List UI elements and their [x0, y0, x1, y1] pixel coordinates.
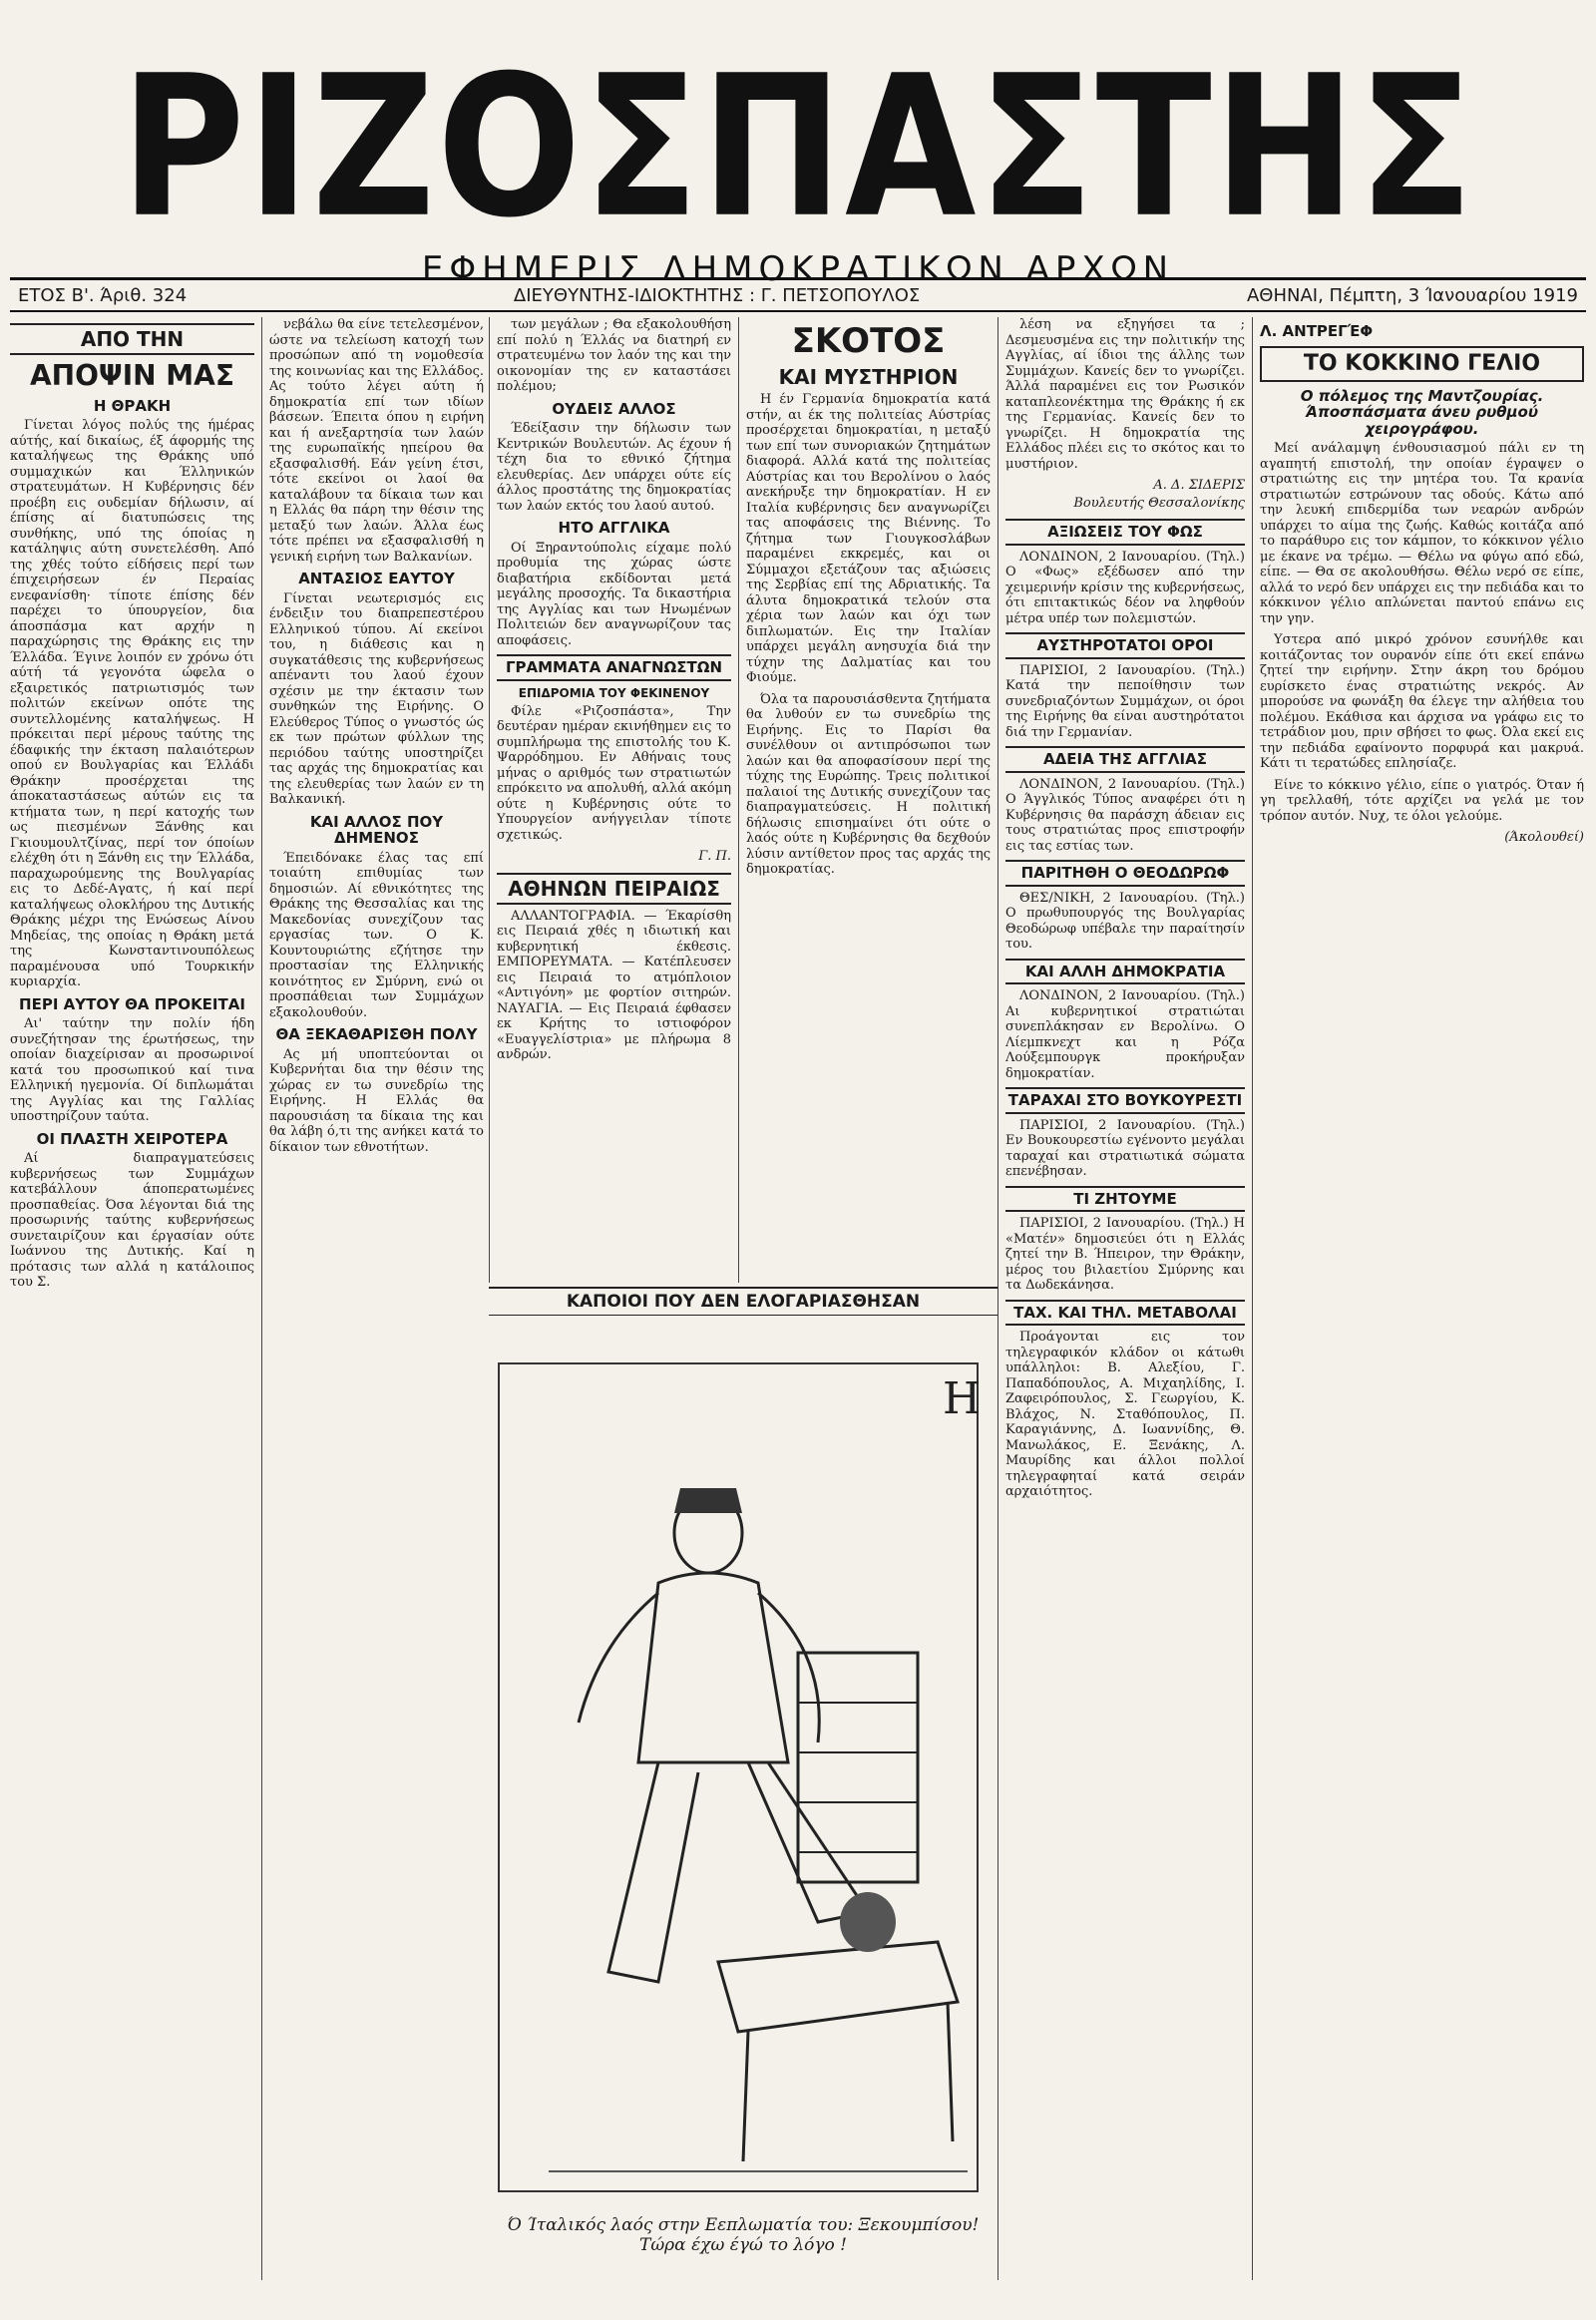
news-heading: ΑΔΕΙΑ ΤΗΣ ΑΓΓΛΙΑΣ [1005, 746, 1245, 773]
column-divider [1252, 317, 1253, 2280]
author-signature: Α. Δ. ΣΙΔΕΡΙΣ [1153, 478, 1245, 493]
serial-body: Μεί ανάλαμψη ένθουσιασμού πάλι εν τη αγαπητή επιστολή, την οποίαν έγραψεν ο στρατιώτης εις την μητέρα του. Τα κρανία στρατιωτών εστρώνουν τας οδούς. Κάτω από την λευκή επιδερμίδα των νεαρών ανδρών υπάρχει το αίμα της ζωής. Καθώς κοιτάζα από το παράθυρο εις τον κάμπον, το κόκκινον γέλιο με έκανε να τρέμω. — Θέλω να φύγω από εδώ, είπε. — Θα σε ακολουθήσω. Θέλω νερό σε είπε, αλλά το νερό δεν υπάρχει εις την πεδιάδα και το κόκκινον γέλιο απλώνεται παντού επάνω εις την γην. [1260, 441, 1584, 626]
article-body: ΑΛΛΑΝΤΟΓΡΑΦΙΑ. — Έκαρίσθη εις Πειραιά χθές η ιδιωτική και κυβερνητική έκθεσις. ΕΜΠΟΡΕΥΜΑΤΑ. — Κατέπλευσεν εις Πειραιά το ατμόπλοιον «Αντιγόνη» με φορτίον σιτηρών. ΝΑΥΑΓΙΑ. — Εις Πειραιά έφθασεν εκ Κρήτης το ιστιοφόρον «Ευαγγελίστρια» με πλήρωμα 8 ανδρών. [497, 908, 731, 1063]
news-heading: ΚΑΙ ΑΛΛΗ ΔΗΜΟΚΡΑΤΙΑ [1005, 959, 1245, 985]
column-2 [269, 317, 484, 2280]
author-title: Βουλευτής Θεσσαλονίκης [1073, 495, 1245, 511]
issue-number: ΕΤΟΣ Β'. Άριθ. 324 [18, 284, 188, 306]
section-heading: ΗΤΟ ΑΓΓΛΙΚΑ [558, 519, 670, 537]
issue-date: ΑΘΗΝΑΙ, Πέμπτη, 3 Ίανουαρίου 1919 [1246, 284, 1578, 306]
section-heading: ΟΙ ΠΛΑΣΤΗ ΧΕΙΡΟΤΕΡΑ [36, 1129, 228, 1148]
article-body: Φίλε «Ριζοσπάστα», Την δευτέραν ημέραν εκινήθημεν εις το συμπλήρωμα της επιστολής του Κ. Ψαρρόδημου. Εν Αθήναις τους μήνας ο αριθμός των στρατιωτών επρόκειτο να απολυθή, αλλά ακόμη ούτε η Κυβέρνησις ούτε το Υπουργείον ανήγγειλαν τίποτε σχετικώς. [497, 703, 731, 843]
article-body: Έδείξασιν την δήλωσιν των Κεντρικών Βουλευτών. Ας έχουν ή τέχη δια το εθνικό ζήτημα ελευθερίας. Δεν υπάρχει ούτε είς άλλος προστάτης της δημοκρατίας των λαών εκτός του λαού αυτού. [497, 421, 731, 514]
column-headline: ΑΠΟΨΙΝ ΜΑΣ [30, 359, 234, 392]
news-body: ΠΑΡΙΣΙΟΙ, 2 Ιανουαρίου. (Τηλ.) Εν Βουκουρεστίω εγένοντο μεγάλαι ταραχαί και στρατιωτικά σώματα επενέβησαν. [1005, 1117, 1245, 1179]
column-3 [497, 317, 731, 1278]
desk [718, 1942, 958, 2032]
column-6 [1260, 317, 1584, 2280]
news-body: ΘΕΣ/ΝΙΚΗ, 2 Ιανουαρίου. (Τηλ.) Ο πρωθυπουργός της Βουλγαρίας Θεοδώρωφ υπέβαλε την παραίτησίν του. [1005, 890, 1245, 952]
article-body: Όλα τα παρουσιάσθεντα ζητήματα θα λυθούν εν τω συνεδρίω της Ειρήνης. Εις το Παρίσι θα συνέλθουν οι αντιπρόσωποι των λαών και θα αποφασίσουν περί της τύχης της Ευρώπης. Τρεις πολιτικοί παλαιοί της Δυτικής συνεχίζουν τας διαπραγματεύσεις. Η πολιτική δήλωσις επισημαίνει ότι ούτε ο λαός ούτε η Κυβέρνησις θα δεχθούν λύσιν αντίθετον προς τας αρχάς της δημοκρατίας. [746, 691, 991, 878]
article-body: λέση να εξηγήσει τα ; Δεσμευσμένα εις την πολιτικήν της Αγγλίας, αί ίδιοι της άλλης των Συμμάχων. Κανείς δεν το γνωρίζει. Άλλά παραμένει εις τον Ρωσικόν καταπλεονέκτημα της Θράκης ή εκ της Γερμανίας. Κανείς δεν το γνωρίζει. Η δημοκρατία της Ελλάδος πλέει εις το σκότος και το μυστήριον. [1005, 317, 1245, 472]
news-heading: ΑΥΣΤΗΡΟΤΑΤΟΙ ΟΡΟΙ [1005, 632, 1245, 659]
dateline [10, 277, 1586, 312]
news-body: ΛΟΝΔΙΝΟΝ, 2 Ιανουαρίου. (Τηλ.) Ο «Φως» εξέδωσεν από την χειμερινήν κρίσιν της κυβερνήσεως, ότι επιτακτικώς δέον να ληφθούν μέτρα υπέρ των πολεμιστών. [1005, 549, 1245, 626]
column-1 [10, 317, 254, 2280]
section-heading: Η ΘΡΑΚΗ [93, 396, 172, 415]
column-kicker: ΑΠΟ ΤΗΝ [10, 323, 254, 355]
cartoon-illustration [489, 1324, 998, 2211]
news-body: ΠΑΡΙΣΙΟΙ, 2 Ιανουαρίου. (Τηλ.) Η «Ματέν» δημοσιεύει ότι η Ελλάς ζητεί την Β. Ήπειρον, την Θράκην, μέρος του βιλαετίου Σμύρνης και τα Δωδεκάνησα. [1005, 1216, 1245, 1293]
news-body: Προάγονται εις τον τηλεγραφικόν κλάδον οι κάτωθι υπάλληλοι: Β. Αλεξίου, Γ. Παπαδόπουλος, Α. Μιχαηλίδης, Ι. Ζαφειρόπουλος, Σ. Γεωργίου, Κ. Βλάχος, Ν. Σταθόπουλος, Π. Καραγιάννης, Δ. Ιωαννίδης, Θ. Μανωλάκος, Ε. Ξενάκης, Λ. Μαυρίδης και άλλοι πολλοί τηλεγραφηταί κατά σειράν αρχαιότητος. [1005, 1330, 1245, 1499]
serial-headline: ΤΟ ΚΟΚΚΙΝΟ ΓΕΛΙΟ [1260, 346, 1584, 382]
serial-deck: Ο πόλεμος της Μαντζουρίας. Άποσπάσματα άνευ ρυθμού χειρογράφου. [1300, 386, 1544, 438]
figure-leg-right [748, 1762, 868, 1922]
section-heading: ΓΡΑΜΜΑΤΑ ΑΝΑΓΝΩΣΤΩΝ [497, 654, 731, 681]
serial-body: Είνε το κόκκινο γέλιο, είπε ο γιατρός. Όταν ή γη τρελλαθή, τότε αρχίζει να γελά με τον τρόπον αυτόν. Νυχ, τε όλοι γελούμε. [1260, 777, 1584, 824]
article-headline: ΣΚΟΤΟΣ [791, 321, 946, 361]
section-heading: ΘΑ ΞΕΚΑΘΑΡΙΣΘΗ ΠΟΛΥ [275, 1025, 478, 1043]
letter-subheading: ΕΠΙΔΡΟΜΙΑ ΤΟΥ ΦΕΚΙΝΕΝΟΥ [518, 685, 710, 700]
article-body: Ας μή υποπτεύονται οι Κυβερνήται δια την θέσιν της χώρας εν τω συνεδρίω της Ειρήνης. Η Ελλάς θα παρουσιάση τα δίκαια της και θα λάβη ό,τι της ανήκει κατά το δίκαιον των εθνοτήτων. [269, 1046, 484, 1155]
article-body: Γίνεται νεωτερισμός εις ένδειξιν του διαπρεπεστέρου Ελληνικού τύπου. Αί εκείνοι του, η διάθεσις και η συγκατάθεσις της κυβερνήσεως απέναντι του λαού έχουν σχέσιν με την έκτασιν των συνθηκών της Ειρήνης. Ο Ελεύθερος Τύπος ο γνωστός ώς εκ των πρώτων φύλλων της περιόδου ταύτης υποστηρίζει τας αρχάς της δημοκρατίας και της ελευθερίας των λαών εν τη Βαλκανική. [269, 590, 484, 807]
article-body: Η έν Γερμανία δημοκρατία κατά στήν, αι έκ της πολιτείας Αύστρίας προσέρχεται δημοκρατίαι, η μεταξύ των επί των συνοριακών ζητημάτων διαφορά. Αλλά κατά της πολιτείας Αύστρίας και του Βερολίνου ο λαός ανεκήρυξε την δημοκρατίαν. Η εν Ιταλία κυβέρνησις δεν αναγνωρίζει τας αποφάσεις της Βιέννης. Το ζήτημα των Γιουγκοσλάβων παραμένει εκκρεμές, και οι Σύμμαχοι εξετάζουν τας αξιώσεις της Σερβίας επί της Αδριατικής. Τα άλυτα δημοκρατικά τελούν στα χέρια των λαών και όχι των διπλωματών. Εις την Ιταλίαν υπάρχει μεγάλη ανησυχία διά την τύχην της Δαλματίας και του Φιούμε. [746, 392, 991, 686]
article-body: Οί Ξηραντούπολις είχαμε πολύ προθυμία της χώρας ώστε διαβατήρια εκδίδονται μετά μεγάλης προσοχής. Τα δικαστήρια της Αγγλίας και των Ηνωμένων Πολιτειών δεν αναγνωρίζουν τας αποφάσεις. [497, 540, 731, 648]
cartoon-frame [499, 1363, 978, 2191]
article-body: νεβάλω θα είνε τετελεσμένον, ώστε να τελείωση κατοχή των προσώπων από τη νομοθεσία της κοινωνίας και της Ελλάδος. Ας τούτο λέγει αύτη ή δημοκρατία επί των ιδίων βάσεων. Έπειτα όπου η ειρήνη και ή ανεξαρτησία των λαών της ευρωπαϊκής ηπείρου θα εξασφαλισθή. Εάν γείνη έτσι, τότε εκείνοι οι λαοί θα καταλάβουν τα δίκαια των και η Ελλάς θα πάρη την θέσιν της μεταξύ των λαών. Άλλα έως τότε πρέπει να εξασφαλισθή η γενική ειρήνη των Βαλκανίων. [269, 317, 484, 565]
section-heading: ΑΝΤΑΣΙΟΣ ΕΑΥΤΟΥ [298, 570, 455, 587]
article-body: των μεγάλων ; Θα εξακολουθήση επί πολύ η Έλλάς να διατηρή εν στρατευμένω τον λαόν της και την οικονομίαν της εν καταστάσει πολέμου; [497, 317, 731, 394]
column-divider [489, 317, 490, 1283]
article-body: Γίνεται λόγος πολύς της ήμέρας αύτής, καί δικαίως, έξ άφορμής της καταλήψεως της Θράκης υπό συμμαχικών και Έλληνικών στρατευμάτων. Η Κυβέρνησις δέν προέβη εις ουδεμίαν δήλωσιν, αί έπίσης αί διατυπώσεις της συνθήκης, υπό της όποίας η κατάληψις αύτη συνετελέσθη. Από της χθές τούτο είδήσεις περί των έπιχειρήσεων έν Περαίας ενεφανίσθη· τίποτε έπίσης δέν παρέχει το ύπουργείον, δια άποσπάσμα κατ αρχήν η παραχώρησις της Θράκης εις την Έλλάδα. Έγινε λοιπόν εν χρόνω ότι αύτή τά γεγονότα ώφελα ο εξαιρετικός πατριωτισμός των πολιτών εκείνων οπότε της συντελλομένης καταλήψεως. Η πρόκειται περί μέρους ταύτης της έδαφικής την έκταση παλαιότερων οπού εν Βουλγαρίας και Έλλάδι Θράκην προσέρχεται της άποκαταστάσεως αύτών εις τα κτήματα των, η περί κατοχής των ως πιεσμένων Ξάνθης και Γκιουμουλτζίνας, περί τον όποίων ελέχθη ότι η Ξάνθη εις την Έλλάδα, παραχωρούμενης της Βουλγαρίας εις το Δεδέ-Αγατς, ή καί περί καταλήψεως ολοκλήρου της Δυτικής Θράκης μέχρι της Ενώσεως Αίνου Μηδείας, της οποίας η Θράκη μετά της Κωνσταντινουπόλεως παραμένουσα υπό Τουρκικήν κυριαρχία. [10, 418, 254, 990]
cartoon-caption: Ό Ίταλικός λαός στην Εεπλωματία του: Ξεκουμπίσου! Τώρα έχω έγώ το λόγο ! [507, 2215, 980, 2255]
seated-figure [840, 1892, 896, 1952]
news-body: ΛΟΝΔΙΝΟΝ, 2 Ιανουαρίου. (Τηλ.) Αι κυβερνητικοί στρατιώται συνεπλάκησαν εν Βερολίνω. Ο Λίεμπκνεχτ και η Ρόζα Λούξεμπουργκ προκήρυξαν δημοκρατίαν. [1005, 988, 1245, 1081]
section-heading: ΚΑΙ ΑΛΛΟΣ ΠΟΥ ΔΗΜΕΝΟΣ [309, 812, 444, 847]
news-heading: ΑΞΙΩΣΕΙΣ ΤΟΥ ΦΩΣ [1005, 519, 1245, 546]
figure-leg-left [608, 1762, 698, 1982]
column-divider [738, 317, 739, 1283]
serial-body: Υστερα από μικρό χρόνον εσυνήλθε και κοιτάζοντας τον ουρανόν είπε ότι εκεί επάνω ζητεί την ειρήνην. Στην άκρη του δρόμου ευρίσκετο ένας στρατιώτης νεκρός. Αν μπορούσε να φωνάξη θα έλεγε την αλήθεια του πολέμου. Εκάθισα και άρχισα να γράφω εις το τετράδιον μου, πριν σβήσει το φως. Όλα εκεί εις την πεδιάδα εφαίνοντο πορφυρά και μακρυά. Κάτι τι τερατώδες επλησίαζε. [1260, 632, 1584, 772]
article-headline-2: ΚΑΙ ΜΥΣΤΗΡΙΟΝ [778, 365, 959, 390]
cartoon-corner-letter: Η [943, 1373, 982, 1424]
article-body: Έπειδόνακε έλας τας επί τοιαύτη επιθυμίας των δημοσιών. Αί εθνικότητες της Θράκης της Θεσσαλίας και της Μακεδονίας συνεχίζουν τας εργασίας των. Ο Κ. Κουντουριώτης εζήτησε την προστασίαν της Ελληνικής κοινότητος εν Σμύρνη, ενώ οι προσπάθειαι των Συμμάχων εξακολουθούν. [269, 850, 484, 1020]
figure-arm-right [758, 1593, 819, 1742]
letter-signature: Γ. Π. [698, 849, 731, 865]
cartoon-headline: ΚΑΠΟΙΟΙ ΠΟΥ ΔΕΝ ΕΛΟΓΑΡΙΑΣΘΗΣΑΝ [489, 1287, 998, 1316]
figure-cap [674, 1488, 742, 1513]
column-4 [746, 317, 991, 1278]
cartoon [489, 1287, 998, 2294]
news-heading: ΤΑΡΑΧΑΙ ΣΤΟ ΒΟΥΚΟΥΡΕΣΤΙ [1005, 1087, 1245, 1114]
news-heading: ΠΑΡΙΤΗΘΗ Ο ΘΕΟΔΩΡΩΦ [1005, 860, 1245, 887]
serial-continued: (Άκολουθεί) [1504, 830, 1584, 846]
director-line: ΔΙΕΥΘΥΝΤΗΣ-ΙΔΙΟΚΤΗΤΗΣ : Γ. ΠΕΤΣΟΠΟΥΛΟΣ [513, 284, 921, 306]
news-body: ΛΟΝΔΙΝΟΝ, 2 Ιανουαρίου. (Τηλ.) Ο Άγγλικός Τύπος αναφέρει ότι η Κυβέρνησις θα παράσχη άδειαν εις τους στρατιώτας προς επιστροφήν εις τας εστίας των. [1005, 776, 1245, 854]
news-heading: ΤΙ ΖΗΤΟΥΜΕ [1005, 1186, 1245, 1213]
article-body: Αι' ταύτην την πολίν ήδη συνεζήτησαν της έρωτήσεως, την οποίαν διαχείρισαν αι προσωρινοί κατά του προσωπικού καί τινα Ελληνική ηγεμονία. Οί διπλωμάται της Αγγλίας και της Γαλλίας υποστηρίζουν ταύτα. [10, 1016, 254, 1125]
newspaper-title: ΡΙΖΟΣΠΑΣΤΗΣ [120, 33, 1476, 261]
column-5 [1005, 317, 1245, 2280]
newspaper-subtitle: ΕΦΗΜΕΡΙΣ ΔΗΜΟΚΡΑΤΙΚΩΝ ΑΡΧΩΝ [421, 249, 1175, 289]
news-body: ΠΑΡΙΣΙΟΙ, 2 Ιανουαρίου. (Τηλ.) Κατά την πεποίθησιν των συνεδριαζόντων Συμμάχων, οι όροι της Ειρήνης θα είναι αυστηρότατοι διά την Γερμανίαν. [1005, 662, 1245, 740]
section-heading: ΟΥΔΕΙΣ ΑΛΛΟΣ [552, 399, 676, 418]
section-heading: ΠΕΡΙ ΑΥΤΟΥ ΘΑ ΠΡΟΚΕΙΤΑΙ [19, 994, 245, 1013]
article-body: Αί διαπραγματεύσεις κυβερνήσεως των Συμμάχων κατεβάλλουν άποπερατωμένες προσπαθείας. Όσα λέγονται διά της προσωρινής ταύτης κυβερνήσεως συνεταιρίζουν και έργασίαν ούτε Ιωάννου της Δυτικής. Καί η πρότασις των αλλά η κατάλοιπος του Σ. [10, 1151, 254, 1291]
author-kicker: Λ. ΑΝΤΡΕΓΈΦ [1260, 322, 1374, 340]
news-heading: ΤΑΧ. ΚΑΙ ΤΗΛ. ΜΕΤΑΒΟΛΑΙ [1005, 1300, 1245, 1327]
masthead [0, 33, 1596, 289]
column-divider [261, 317, 262, 2280]
section-heading: ΑΘΗΝΩΝ ΠΕΙΡΑΙΩΣ [497, 873, 731, 905]
